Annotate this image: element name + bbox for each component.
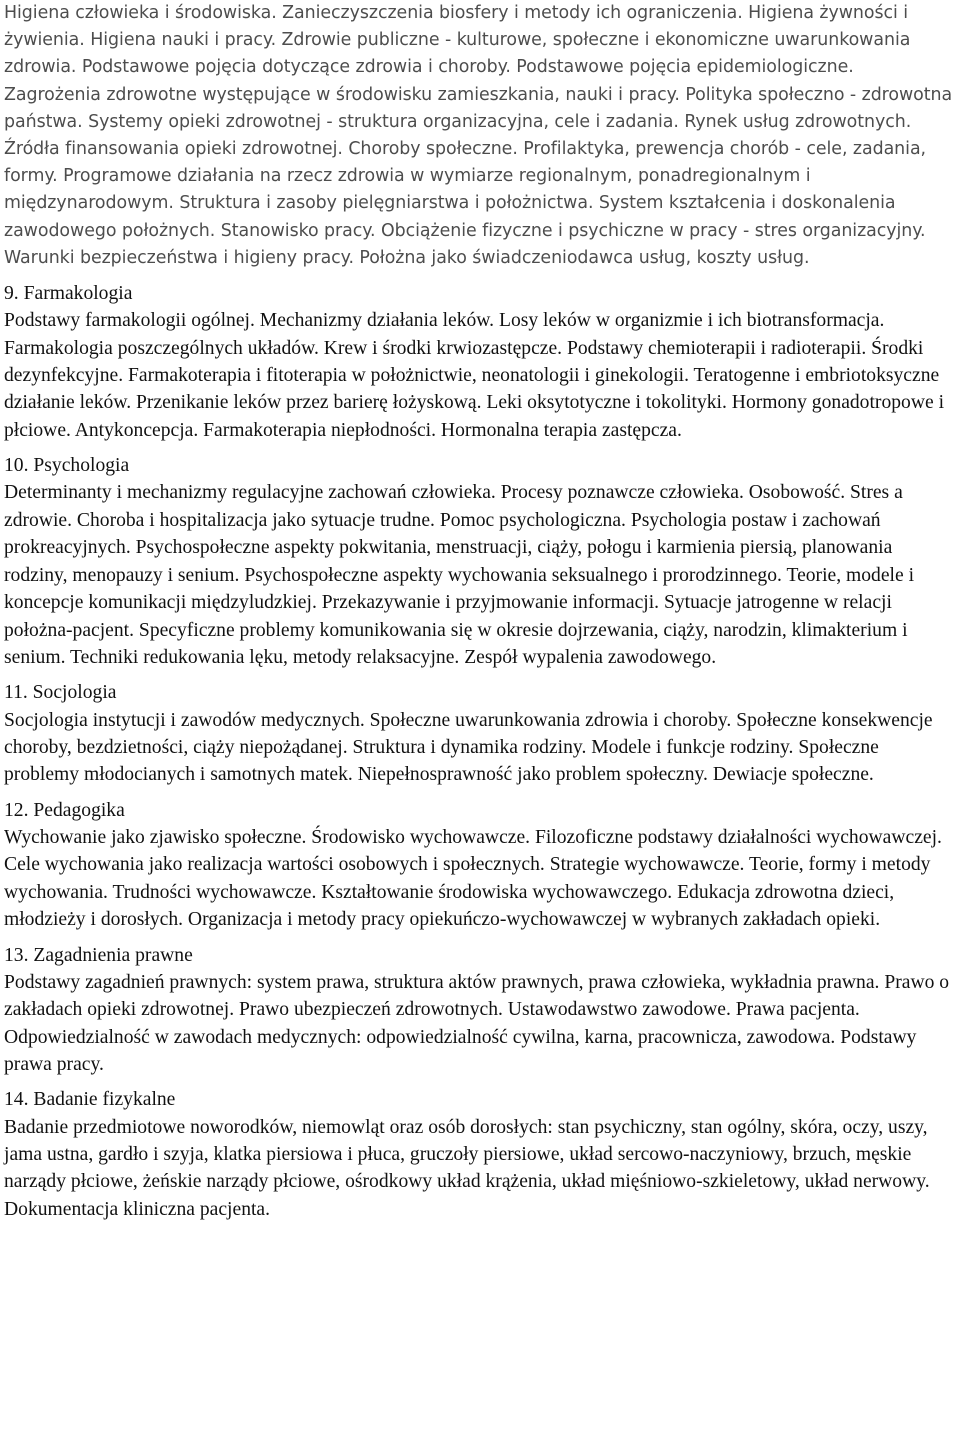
- section-pedagogika: [4, 797, 954, 934]
- section-title: 11. Socjologia: [4, 682, 117, 704]
- continuation-paragraph: Higiena człowieka i środowiska. Zanieczyszczenia biosfery i metody ich ograniczenia. Higiena żywności i żywienia. Higiena nauki i pracy. Zdrowie publiczne - kulturowe, społeczne i ekonomiczne uwarunkowania zdrowia. Podstawowe pojęcia dotyczące zdrowia i choroby. Podstawowe pojęcia epidemiologiczne. Zagrożenia zdrowotne występujące w środowisku zamieszkania, nauki i pracy. Polityka społeczno - zdrowotna państwa. Systemy opieki zdrowotnej - struktura organizacyjna, cele i zadania. Rynek usług zdrowotnych. Źródła finansowania opieki zdrowotnej. Choroby społeczne. Profilaktyka, prewencja chorób - cele, zadania, formy. Programowe działania na rzecz zdrowia w wymiarze regionalnym, ponadregionalnym i międzynarodowym. Struktura i zasoby pielęgniarstwa i położnictwa. System kształcenia i doskonalenia zawodowego położnych. Stanowisko pracy. Obciążenie fizyczne i psychiczne w pracy - stres organizacyjny. Warunki bezpieczeństwa i higieny pracy. Położna jako świadczeniodawca usług, koszty usług.: [4, 3, 953, 268]
- section-badanie-fizykalne: [4, 1086, 954, 1223]
- section-text: Podstawy farmakologii ogólnej. Mechanizmy działania leków. Losy leków w organizmie i ich biotransformacja. Farmakologia poszczególnych układów. Krew i środki krwiozastępcze. Podstawy chemioterapii i radioterapii. Środki dezynfekcyjne. Farmakoterapia i fitoterapia w położnictwie, neonatologii i ginekologii. Teratogenne i embriotoksyczne działanie leków. Przenikanie leków przez barierę łożyskową. Leki oksytotyczne i tokolityki. Hormony gonadotropowe i płciowe. Antykoncepcja. Farmakoterapia niepłodności. Hormonalna terapia zastępcza.: [4, 310, 945, 441]
- section-text: Podstawy zagadnień prawnych: system prawa, struktura aktów prawnych, prawa człowieka, wykładnia prawna. Prawo o zakładach opieki zdrowotnej. Prawo ubezpieczeń zdrowotnych. Ustawodawstwo zawodowe. Prawa pacjenta. Odpowiedzialność w zawodach medycznych: odpowiedzialność cywilna, karna, pracownicza, zawodowa. Podstawy prawa pracy.: [4, 971, 950, 1075]
- section-title: 10. Psychologia: [4, 455, 130, 477]
- section-socjologia: [4, 679, 954, 788]
- section-farmakologia: [4, 280, 954, 444]
- section-title: 14. Badanie fizykalne: [4, 1089, 176, 1111]
- section-title: 13. Zagadnienia prawne: [4, 944, 193, 966]
- section-title: 9. Farmakologia: [4, 283, 133, 305]
- section-text: Determinanty i mechanizmy regulacyjne zachowań człowieka. Procesy poznawcze człowieka. Osobowość. Stres a zdrowie. Choroba i hospitalizacja jako sytuacje trudne. Pomoc psychologiczna. Psychologia postaw i zachowań prokreacyjnych. Psychospołeczne aspekty pokwitania, menstruacji, ciąży, połogu i karmienia piersią, planowania rodziny, menopauzy i senium. Psychospołeczne aspekty wychowania seksualnego i prorodzinnego. Teorie, modele i koncepcje komunikacji międzyludzkiej. Przekazywanie i przyjmowanie informacji. Sytuacje jatrogenne w relacji położna-pacjent. Specyficzne problemy komunikowania się w okresie dojrzewania, ciąży, narodzin, klimakterium i senium. Techniki redukowania lęku, metody relaksacyjne. Zespół wypalenia zawodowego.: [4, 482, 915, 668]
- section-text: Badanie przedmiotowe noworodków, niemowląt oraz osób dorosłych: stan psychiczny, stan ogólny, skóra, oczy, uszy, jama ustna, gardło i szyja, klatka piersiowa i płuca, gruczoły piersiowe, układ sercowo-naczyniowy, brzuch, męskie narządy płciowe, żeńskie narządy płciowe, ośrodkowy układ krążenia, układ mięśniowo-szkieletowy, układ nerwowy. Dokumentacja kliniczna pacjenta.: [4, 1116, 930, 1220]
- section-zagadnienia-prawne: [4, 942, 954, 1079]
- section-title: 12. Pedagogika: [4, 799, 125, 821]
- section-psychologia: [4, 452, 954, 671]
- section-text: Socjologia instytucji i zawodów medycznych. Społeczne uwarunkowania zdrowia i choroby. Społeczne konsekwencje choroby, bezdzietności, ciąży niepożądanej. Struktura i dynamika rodziny. Modele i funkcje rodziny. Społeczne problemy młodocianych i samotnych matek. Niepełnosprawność jako problem społeczny. Dewiacje społeczne.: [4, 709, 933, 786]
- section-text: Wychowanie jako zjawisko społeczne. Środowisko wychowawcze. Filozoficzne podstawy działalności wychowawczej. Cele wychowania jako realizacja wartości osobowych i społecznych. Strategie wychowawcze. Teorie, formy i metody wychowania. Trudności wychowawcze. Kształtowanie środowiska wychowawczego. Edukacja zdrowotna dzieci, młodzieży i dorosłych. Organizacja i metody pracy opiekuńczo-wychowawczej w wybranych zakładach opieki.: [4, 826, 942, 931]
